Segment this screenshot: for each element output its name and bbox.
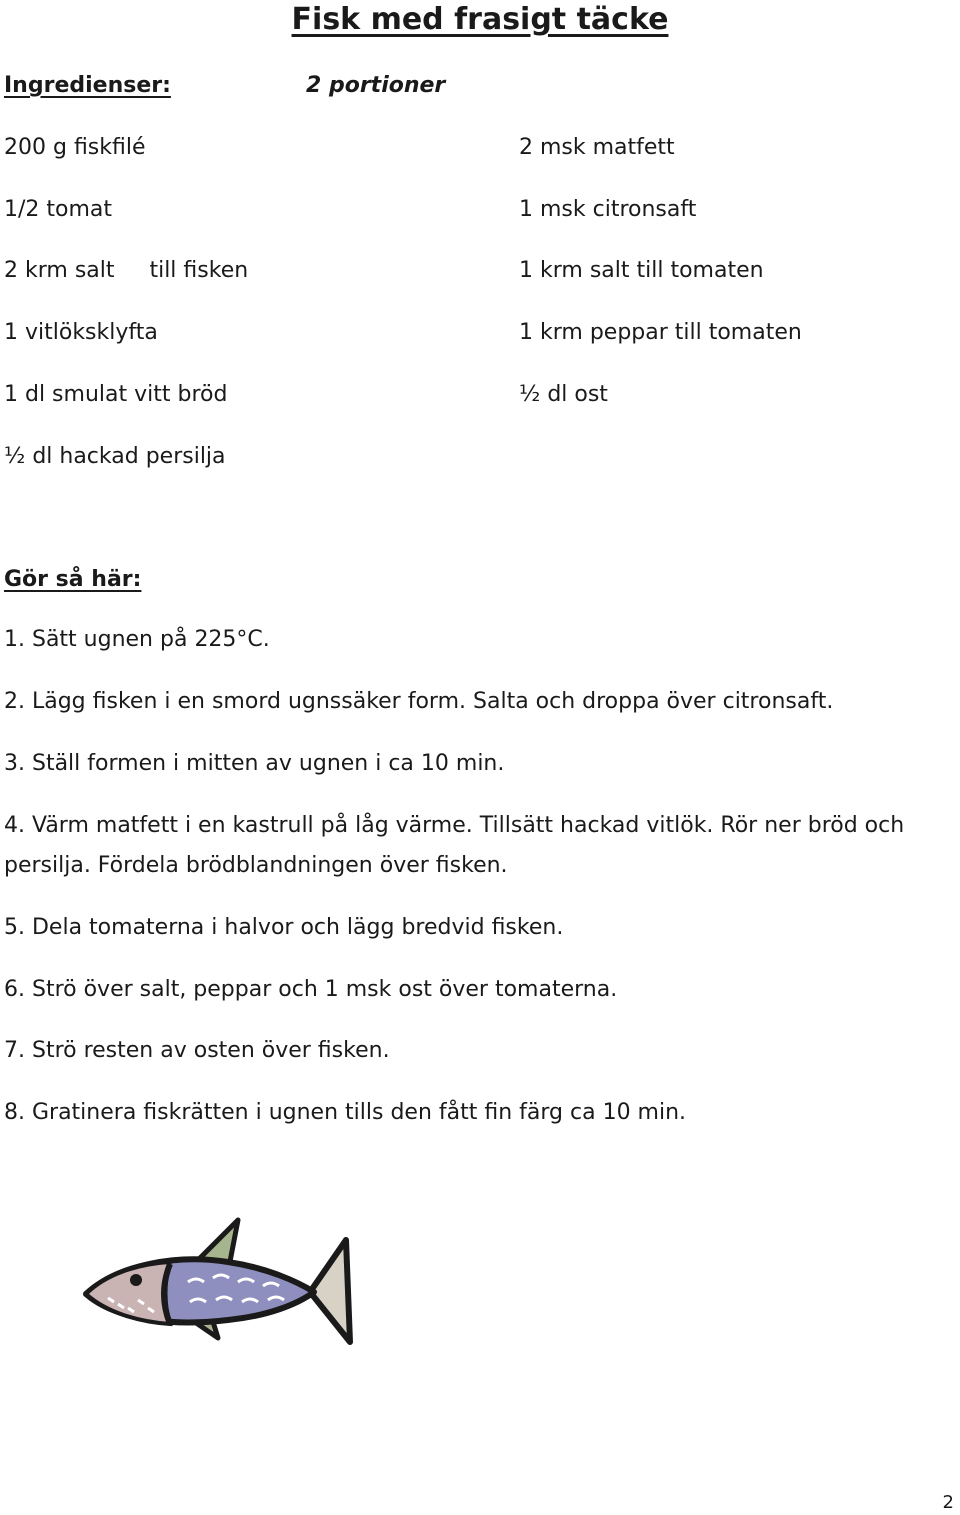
portions-label: 2 portioner: [306, 73, 446, 98]
ingredient-item: 1 dl smulat vitt bröd: [4, 382, 228, 407]
instructions-heading: Gör så här:: [4, 567, 142, 592]
instruction-step: 2. Lägg fisken i en smord ugnssäker form. Salta och droppa över citronsaft.: [4, 689, 834, 714]
instruction-step: 5. Dela tomaterna i halvor och lägg bredvid fisken.: [4, 915, 564, 940]
ingredient-item: ½ dl hackad persilja: [4, 444, 226, 469]
ingredients-heading: Ingredienser:: [4, 73, 171, 98]
instruction-step: 3. Ställ formen i mitten av ugnen i ca 10 min.: [4, 751, 505, 776]
ingredient-item: 1/2 tomat: [4, 197, 113, 222]
page-number: 2: [942, 1492, 954, 1513]
instruction-step: 7. Strö resten av osten över fisken.: [4, 1038, 390, 1063]
instruction-step: 1. Sätt ugnen på 225°C.: [4, 627, 270, 652]
ingredient-item: ½ dl ost: [519, 382, 608, 407]
instruction-step: 6. Strö över salt, peppar och 1 msk ost över tomaterna.: [4, 977, 618, 1002]
ingredient-item: 2 krm salt till fisken: [4, 258, 249, 283]
ingredient-item: 1 krm peppar till tomaten: [519, 320, 802, 345]
ingredient-item: 1 msk citronsaft: [519, 197, 697, 222]
fish-icon: [78, 1212, 358, 1352]
recipe-title: Fisk med frasigt täcke: [291, 2, 669, 37]
ingredient-item: 2 msk matfett: [519, 135, 675, 160]
instruction-step: 4. Värm matfett i en kastrull på låg värme. Tillsätt hackad vitlök. Rör ner bröd och persilja. Fördela brödblandningen över fisken.: [4, 813, 905, 878]
ingredient-item: 200 g fiskfilé: [4, 135, 146, 160]
instruction-step: 8. Gratinera fiskrätten i ugnen tills den fått fin färg ca 10 min.: [4, 1100, 687, 1125]
ingredient-item: 1 vitlöksklyfta: [4, 320, 158, 345]
ingredient-item: 1 krm salt till tomaten: [519, 258, 764, 283]
